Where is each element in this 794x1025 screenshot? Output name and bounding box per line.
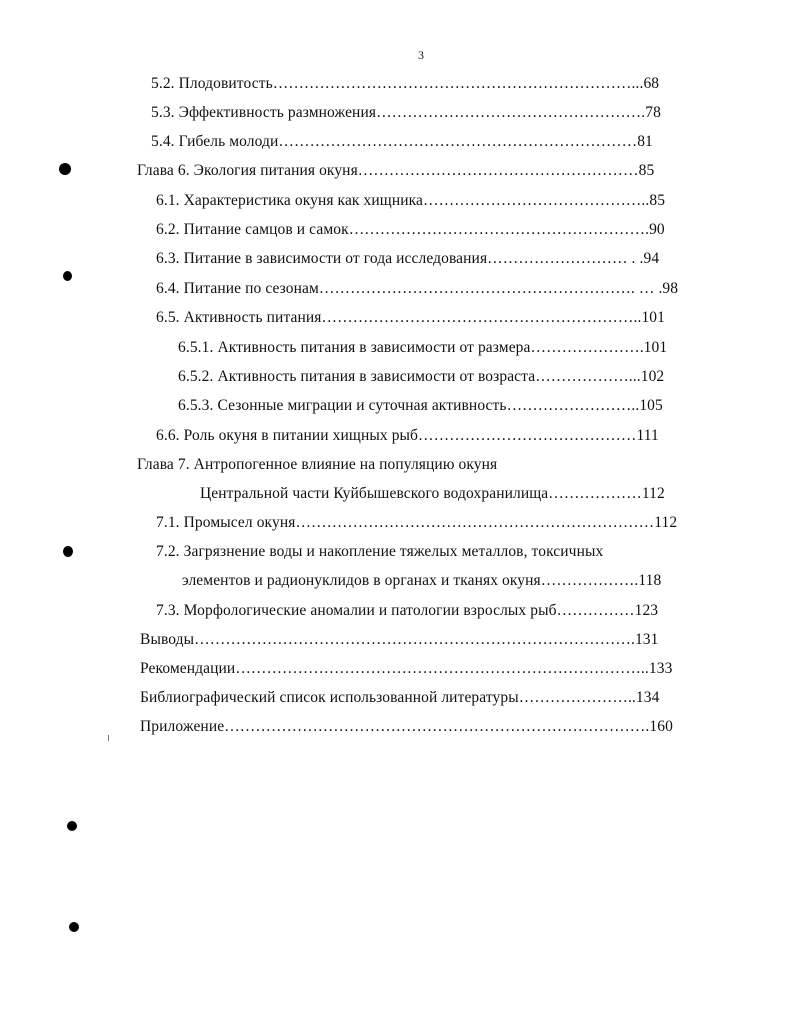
toc-entry-6-1: 6.1. Характеристика окуня как хищника……………………………………..85 [156,192,666,209]
binder-hole-mark [59,163,71,175]
toc-chapter-7-continued: Центральной части Куйбышевского водохранилища………………112 [200,485,665,502]
toc-entry-5-4: 5.4. Гибель молоди……………………………………………………………81 [151,133,653,150]
toc-entry-6-5-1: 6.5.1. Активность питания в зависимости от размера………………….101 [178,339,668,356]
toc-entry-6-5-2: 6.5.2. Активность питания в зависимости от возраста………………...102 [178,368,665,385]
toc-entry-7-3: 7.3. Морфологические аномалии и патологии взрослых рыб……………123 [156,602,659,619]
toc-appendix: Приложение……………………………………………………………………….160 [140,718,673,735]
toc-entry-5-2: 5.2. Плодовитость……………………………………………………………...68 [151,75,660,92]
toc-entry-6-5: 6.5. Активность питания……………………………………………………..101 [156,309,666,326]
toc-entry-7-1: 7.1. Промысел окуня……………………………………………………………112 [156,514,678,531]
binder-hole-mark [67,821,77,831]
toc-entry-6-5-3: 6.5.3. Сезонные миграции и суточная активность……………………..105 [178,397,663,414]
toc-chapter-7: Глава 7. Антропогенное влияние на популяцию окуня [137,456,498,473]
toc-entry-6-3: 6.3. Питание в зависимости от года исследования……………………… . .94 [156,250,660,267]
toc-entry-5-3: 5.3. Эффективность размножения…………………………………………….78 [151,104,661,121]
margin-scan-mark [108,735,109,741]
binder-hole-mark [63,546,73,557]
binder-hole-mark [69,922,79,932]
toc-recommendations: Рекомендации……………………………………………………………………..133 [140,660,673,677]
toc-entry-7-2-continued: элементов и радионуклидов в органах и тканях окуня……………….118 [182,572,662,589]
toc-bibliography: Библиографический список использованной литературы…………………..134 [140,689,660,706]
binder-hole-mark [63,271,72,281]
toc-chapter-6: Глава 6. Экология питания окуня………………………………………………85 [137,162,655,179]
toc-entry-6-4: 6.4. Питание по сезонам……………………………………………………. … .98 [156,280,679,297]
toc-entry-6-6: 6.6. Роль окуня в питании хищных рыб……………………………………111 [156,427,659,444]
toc-entry-6-2: 6.2. Питание самцов и самок………………………………………………….90 [156,221,665,238]
toc-entry-7-2: 7.2. Загрязнение воды и накопление тяжелых металлов, токсичных [156,543,604,560]
toc-conclusions: Выводы………………………………………………………………………….131 [140,631,659,648]
page-number: 3 [418,48,424,62]
